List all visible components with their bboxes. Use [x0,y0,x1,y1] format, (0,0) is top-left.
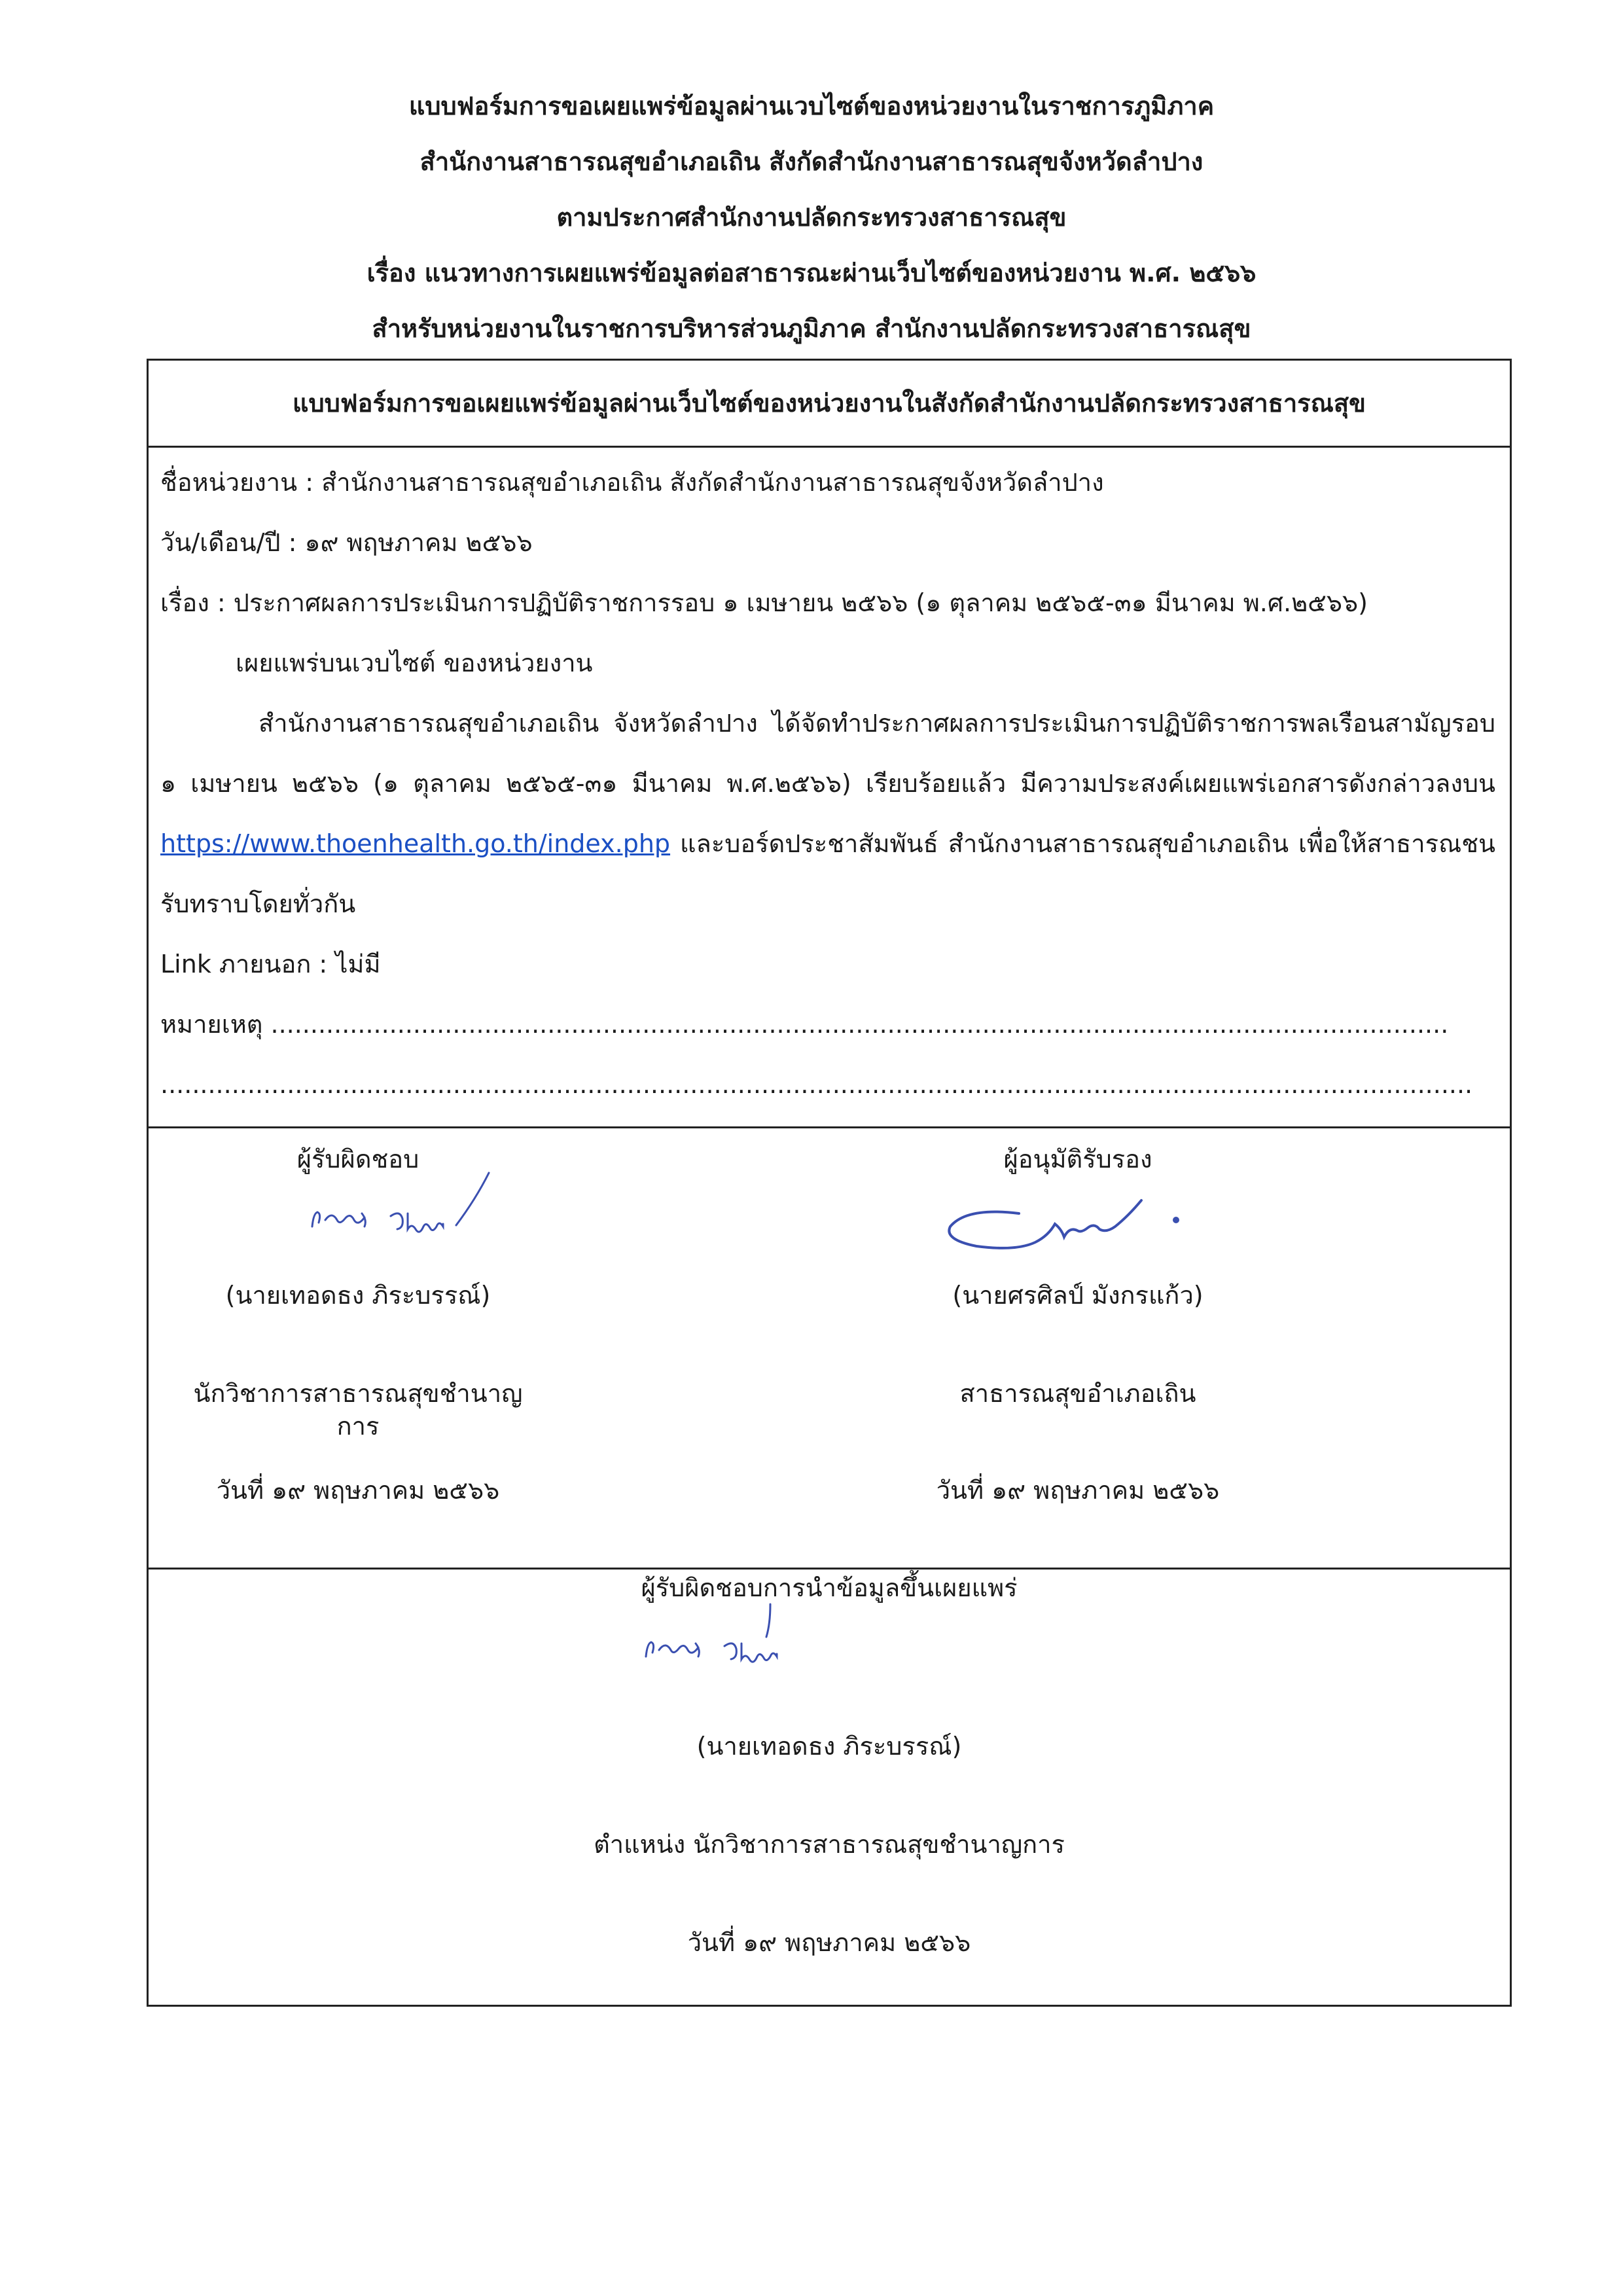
external-link: Link ภายนอก : ไม่มี [160,950,381,978]
remark: หมายเหตุ ..................................................................................................................................................... [160,1010,1449,1039]
responsible-heading: ผู้รับผิดชอบ [296,1145,419,1174]
header-line-5: สำหรับหน่วยงานในราชการบริหารส่วนภูมิภาค สำนักงานปลัดกระทรวงสาธารณสุข [372,314,1251,343]
form-title: แบบฟอร์มการขอเผยแพร่ข้อมูลผ่านเว็บไซต์ของหน่วยงานในสังกัดสำนักงานปลัดกระทรวงสาธารณสุข [292,389,1366,418]
website-link[interactable]: https://www.thoenhealth.go.th/index.php [160,829,671,858]
publisher-name: (นายเทอดธง ภิระบรรณ์) [696,1732,962,1761]
approver-name: (นายศรศิลป์ มังกรแก้ว) [952,1281,1204,1310]
header-line-4: เรื่อง แนวทางการเผยแพร่ข้อมูลต่อสาธารณะผ่านเว็บไซต์ของหน่วยงาน พ.ศ. ๒๕๖๖ [366,259,1257,287]
form-date: วัน/เดือน/ปี : ๑๙ พฤษภาคม ๒๕๖๖ [160,528,533,557]
responsible-name: (นายเทอดธง ภิระบรรณ์) [225,1281,491,1310]
publisher-signature-block [149,1571,1510,2003]
publisher-position: ตำแหน่ง นักวิชาการสาธารณสุขชำนาญการ [594,1830,1065,1859]
approver-signature-image [940,1174,1215,1259]
header-line-1: แบบฟอร์มการขอเผยแพร่ข้อมูลผ่านเวบไซต์ของหน่วยงานในราชการภูมิภาค [408,92,1215,120]
detail-text-2: และบอร์ดประชาสัมพันธ์ สำนักงานสาธารณสุขอำเภอเถิน เพื่อให้สาธารณชนรับทราบโดยทั่วกัน [160,829,1495,918]
approver-heading: ผู้อนุมัติรับรอง [1003,1145,1152,1174]
detail-text-1: สำนักงานสาธารณสุขอำเภอเถิน จังหวัดลำปาง ได้จัดทำประกาศผลการประเมินการปฏิบัติราชการพลเรือนสามัญรอบ ๑ เมษายน ๒๕๖๖ (๑ ตุลาคม ๒๕๖๕-๓๑ มีนาคม พ.ศ.๒๕๖๖) เรียบร้อยแล้ว มีความประสงค์เผยแพร่เอกสารดังกล่าวลงบน [160,709,1496,798]
detail-paragraph [160,693,1495,934]
header-line-3: ตามประกาศสำนักงานปลัดกระทรวงสาธารณสุข [556,203,1067,232]
remark-continued: ...................................................................................................................................................................... [160,1070,1473,1099]
divider [149,1568,1510,1570]
publisher-date: วันที่ ๑๙ พฤษภาคม ๒๕๖๖ [687,1928,971,1957]
document-header [0,79,1623,357]
responsible-position: นักวิชาการสาธารณสุขชำนาญการ [193,1379,523,1441]
responsible-signature-image [299,1168,515,1259]
responsible-date: วันที่ ๑๙ พฤษภาคม ๒๕๖๖ [216,1476,500,1505]
signature-section [149,1128,1510,1568]
form-body [160,452,1495,1115]
publisher-heading: ผู้รับผิดชอบการนำข้อมูลขึ้นเผยแพร่ [641,1573,1018,1602]
publisher-signature-image [633,1598,849,1683]
approver-date: วันที่ ๑๙ พฤษภาคม ๒๕๖๖ [936,1476,1220,1505]
subject-continued: เผยแพร่บนเวบไซต์ ของหน่วยงาน [236,649,593,677]
form-frame [147,359,1512,2007]
approver-position: สาธารณสุขอำเภอเถิน [959,1379,1196,1408]
divider [149,446,1510,448]
header-line-2: สำนักงานสาธารณสุขอำเภอเถิน สังกัดสำนักงานสาธารณสุขจังหวัดลำปาง [419,147,1204,176]
agency-name: ชื่อหน่วยงาน : สำนักงานสาธารณสุขอำเภอเถิน สังกัดสำนักงานสาธารณสุขจังหวัดลำปาง [160,468,1104,497]
subject: เรื่อง : ประกาศผลการประเมินการปฏิบัติราชการรอบ ๑ เมษายน ๒๕๖๖ (๑ ตุลาคม ๒๕๖๕-๓๑ มีนาคม พ.ศ.๒๕๖๖) [160,588,1368,617]
